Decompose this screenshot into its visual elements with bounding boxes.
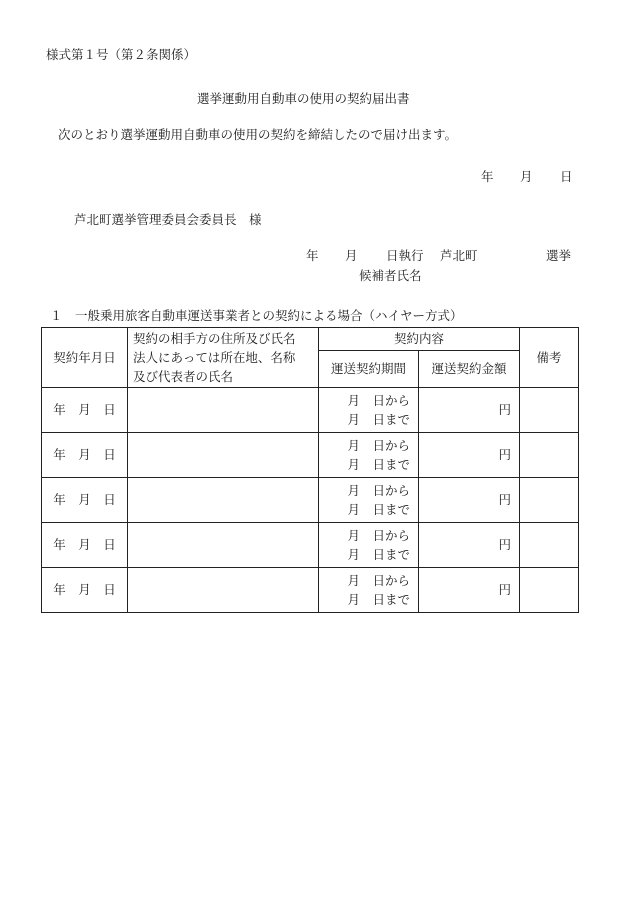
partner-cell[interactable] [128,568,319,613]
header-contract-details: 契約内容 [319,328,520,351]
table-row [42,568,579,613]
month-label: 月 [78,537,91,553]
day-label: 日 [103,402,116,418]
month-label: 月 [78,447,91,463]
amount-cell[interactable]: 円 [419,433,520,478]
header-transport-amount: 運送契約金額 [419,351,520,388]
table-row [42,523,579,568]
header-transport-period: 運送契約期間 [319,351,419,388]
remarks-cell[interactable] [520,388,579,433]
period-cell[interactable] [319,568,419,613]
amount-cell[interactable]: 円 [419,568,520,613]
contract-table [41,327,579,613]
period-from: 月 日から [347,527,410,543]
period-from: 月 日から [347,392,410,408]
period-to: 月 日まで [347,592,410,607]
remarks-cell[interactable] [520,433,579,478]
table-row [42,433,579,478]
year-label: 年 [53,582,66,598]
header-partner-line3: 及び代表者の氏名 [133,368,234,384]
intro-text: 次のとおり選挙運動用自動車の使用の契約を締結したので届け出ます。 [58,127,458,142]
day-label: 日 [103,447,116,463]
period-cell[interactable] [319,388,419,433]
header-partner [128,328,319,388]
month-label: 月 [78,492,91,508]
contract-date-cell[interactable] [42,478,128,523]
form-number: 様式第１号（第２条関係） [46,47,197,62]
header-partner-line2: 法人にあっては所在地、名称 [133,349,296,365]
amount-cell[interactable]: 円 [419,388,520,433]
year-label: 年 [53,492,66,508]
period-from: 月 日から [347,437,410,453]
period-to: 月 日まで [347,457,410,472]
remarks-cell[interactable] [520,568,579,613]
date-month-label: 月 [520,169,533,184]
month-label: 月 [78,582,91,598]
period-to: 月 日まで [347,547,410,562]
year-label: 年 [53,447,66,463]
partner-cell[interactable] [128,523,319,568]
amount-cell[interactable]: 円 [419,523,520,568]
date-year-label: 年 [481,169,494,184]
period-from: 月 日から [347,572,410,588]
table-row [42,478,579,523]
partner-cell[interactable] [128,478,319,523]
day-label: 日 [103,537,116,553]
day-label: 日 [103,582,116,598]
remarks-cell[interactable] [520,523,579,568]
election-town-label: 芦北町 [440,248,478,263]
year-label: 年 [53,537,66,553]
header-remarks: 備考 [520,328,579,388]
candidate-name-label: 候補者氏名 [359,268,422,283]
date-day-label: 日 [560,169,573,184]
period-from: 月 日から [347,482,410,498]
period-cell[interactable] [319,523,419,568]
period-to: 月 日まで [347,412,410,427]
partner-cell[interactable] [128,433,319,478]
section-heading: １ 一般乗用旅客自動車運送事業者との契約による場合（ハイヤー方式） [50,308,463,323]
period-cell[interactable] [319,433,419,478]
document-title: 選挙運動用自動車の使用の契約届出書 [197,91,410,106]
partner-cell[interactable] [128,388,319,433]
header-contract-date: 契約年月日 [42,328,128,388]
day-label: 日 [103,492,116,508]
period-to: 月 日まで [347,502,410,517]
election-type-label: 選挙 [546,248,572,263]
contract-date-cell[interactable] [42,523,128,568]
addressee: 芦北町選挙管理委員会委員長 様 [74,212,262,227]
election-month-label: 月 [345,248,358,263]
remarks-cell[interactable] [520,478,579,523]
contract-date-cell[interactable] [42,388,128,433]
month-label: 月 [78,402,91,418]
year-label: 年 [53,402,66,418]
contract-date-cell[interactable] [42,568,128,613]
header-partner-line1: 契約の相手方の住所及び氏名 [133,331,296,346]
table-row [42,388,579,433]
amount-cell[interactable]: 円 [419,478,520,523]
period-cell[interactable] [319,478,419,523]
election-day-exec-label: 日執行 [386,248,424,263]
contract-date-cell[interactable] [42,433,128,478]
election-year-label: 年 [306,248,319,263]
